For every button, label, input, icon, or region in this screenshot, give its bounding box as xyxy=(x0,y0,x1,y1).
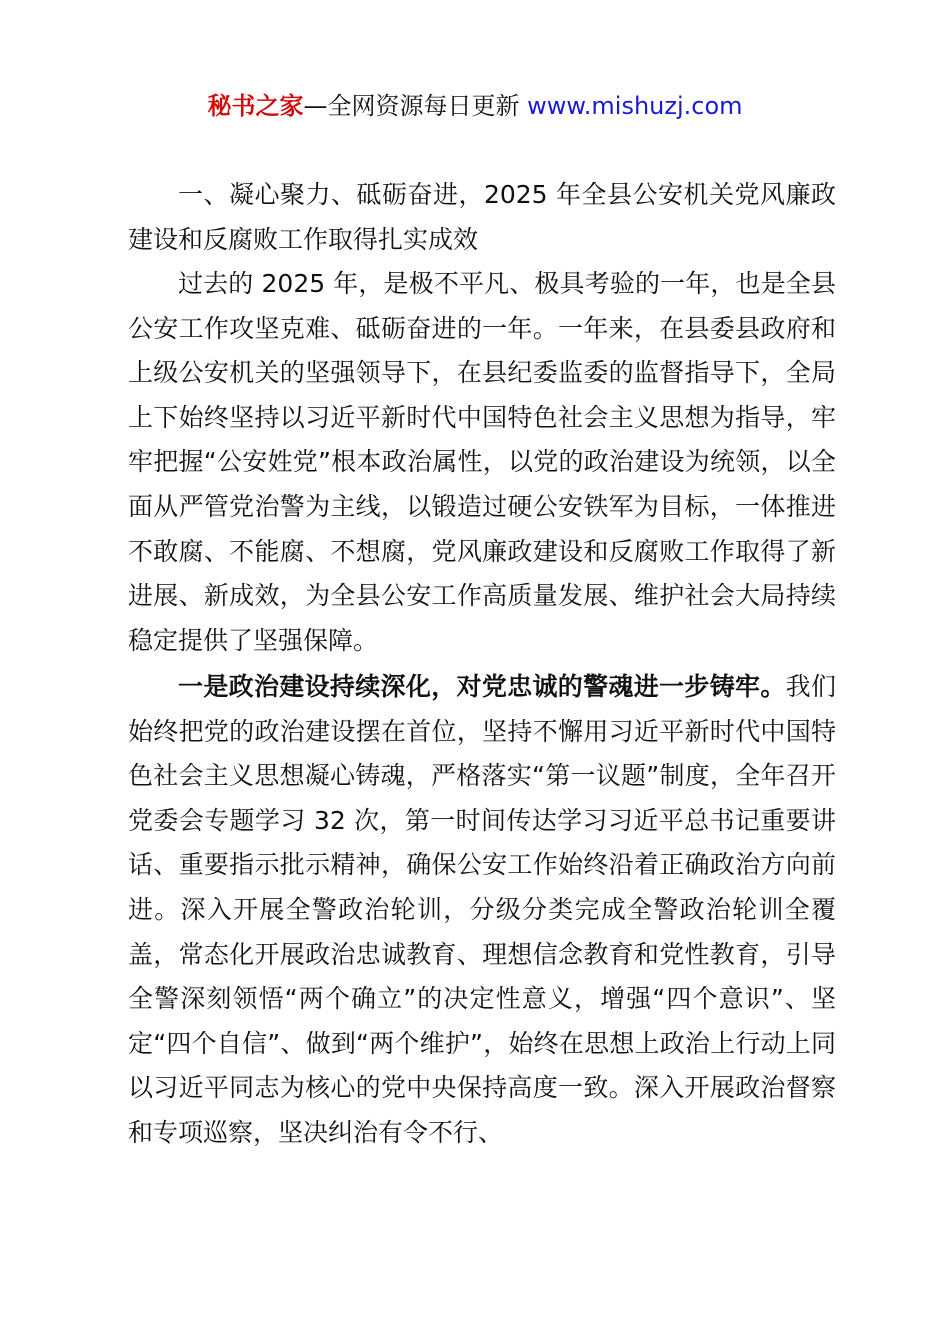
paragraph-2-block xyxy=(128,665,836,1156)
paragraph-1: 过去的 2025 年，是极不平凡、极具考验的一年，也是全县公安工作攻坚克难、砥砺奋进的一年。一年来，在县委县政府和上级公安机关的坚强领导下，在县纪委监委的监督指导下，全局上下始终坚持以习近平新时代中国特色社会主义思想为指导，牢牢把握“公安姓党”根本政治属性，以党的政治建设为统领，以全面从严管党治警为主线，以锻造过硬公安铁军为目标，一体推进不敢腐、不能腐、不想腐，党风廉政建设和反腐败工作取得了新进展、新成效，为全县公安工作高质量发展、维护社会大局持续稳定提供了坚强保障。 xyxy=(128,269,836,655)
paragraph-1-block xyxy=(128,262,836,663)
website-link[interactable]: www.mishuzj.com xyxy=(527,92,743,120)
section-heading-block xyxy=(128,173,836,262)
paragraph-2-body: 我们始终把党的政治建设摆在首位，坚持不懈用习近平新时代中国特色社会主义思想凝心铸魂，严格落实“第一议题”制度，全年召开党委会专题学习 32 次，第一时间传达学习习近平总书记重要讲话、重要指示批示精神，确保公安工作始终沿着正确政治方向前进。深入开展全警政治轮训，分级分类完成全警政治轮训全覆盖，常态化开展政治忠诚教育、理想信念教育和党性教育，引导全警深刻领悟“两个确立”的决定性意义，增强“四个意识”、坚定“四个自信”、做到“两个维护”，始终在思想上政治上行动上同以习近平同志为核心的党中央保持高度一致。深入开展政治督察和专项巡察，坚决纠治有令不行、 xyxy=(128,672,836,1147)
paragraph-2-lead: 一是政治建设持续深化，对党忠诚的警魂进一步铸牢。 xyxy=(178,672,786,701)
brand-name: 秘书之家 xyxy=(207,92,304,120)
header-slogan: —全网资源每日更新 xyxy=(303,92,520,120)
paragraph-2 xyxy=(128,665,836,1156)
page-header xyxy=(0,86,950,126)
section-heading: 一、凝心聚力、砥砺奋进，2025 年全县公安机关党风廉政建设和反腐败工作取得扎实成效 xyxy=(128,180,836,254)
